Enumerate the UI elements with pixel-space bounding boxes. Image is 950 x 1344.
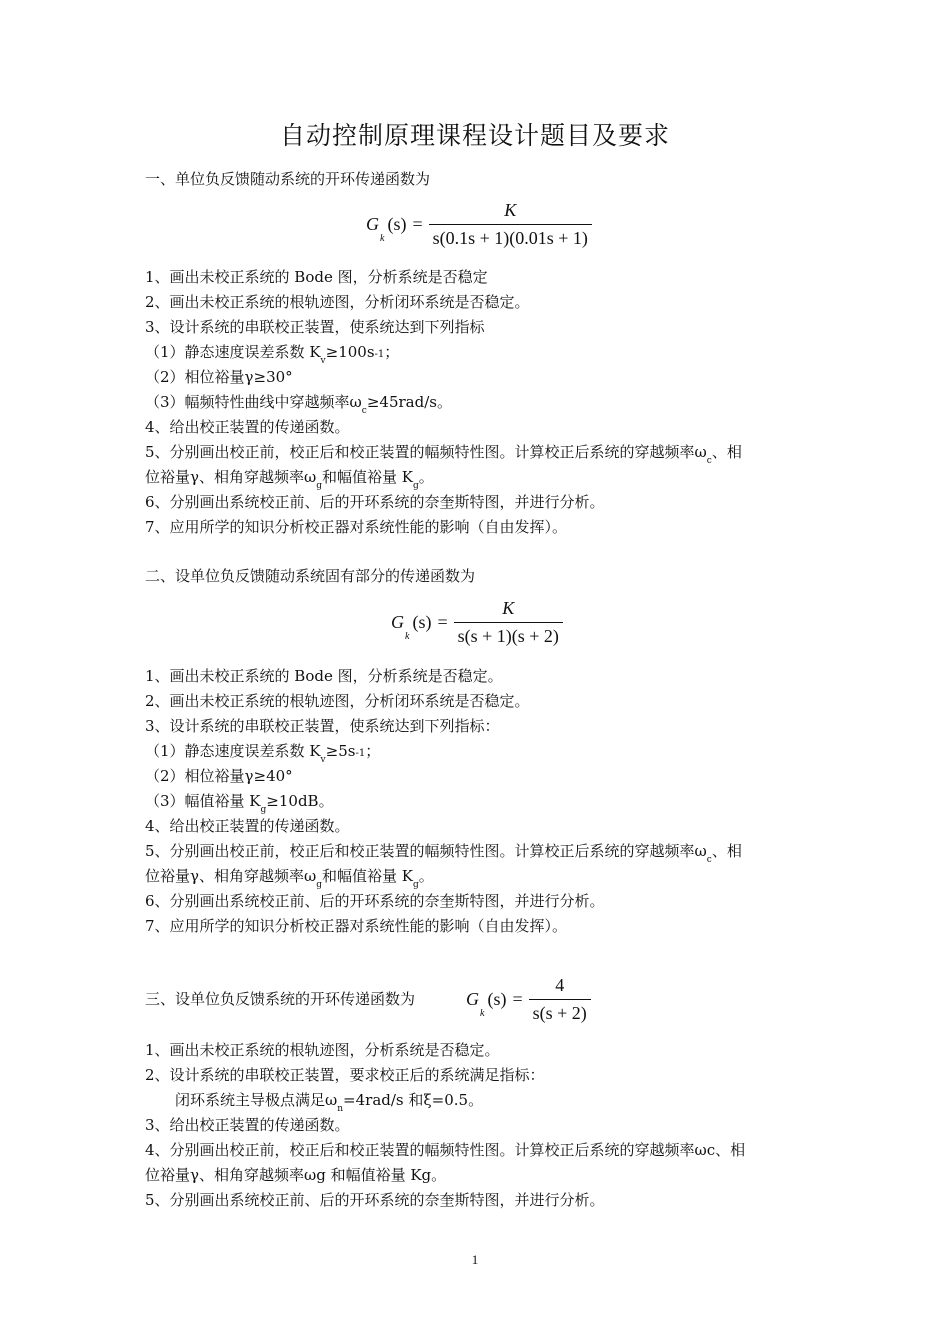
- formula-numerator: K: [502, 598, 515, 618]
- s3-item-1: 1、画出未校正系统的根轨迹图，分析系统是否稳定。: [145, 1041, 500, 1059]
- s3-item-5: 5、分别画出系统校正前、后的开环系统的奈奎斯特图，并进行分析。: [145, 1191, 605, 1209]
- s2-item-3: 3、设计系统的串联校正装置，使系统达到下列指标：: [145, 717, 500, 735]
- s3-item-4-line-2: 位裕量γ、相角穿越频率ωg 和幅值裕量 Kg。: [145, 1166, 447, 1184]
- s1-item-3: 3、设计系统的串联校正装置，使系统达到下列指标: [145, 318, 485, 336]
- s3-spec: 闭环系统主导极点满足$\omega_n=4rad/s$ 和ξ=0.5。: [175, 1091, 484, 1114]
- s2-item-5-line-2: 位裕量γ、相角穿越频率$\omega_g$和幅值裕量 $K_g$。: [145, 867, 434, 890]
- s1-item-1: 1、画出未校正系统的 Bode 图，分析系统是否稳定: [145, 268, 488, 286]
- formula-lhs: G k (s): [466, 989, 507, 1019]
- s1-spec-3: （3）幅频特性曲线中穿越频率$\omega_c\ge 45rad/s$。: [145, 393, 452, 416]
- s1-item-5-line-2: 位裕量γ、相角穿越频率$\omega_g$和幅值裕量 $K_g$。: [145, 468, 434, 491]
- s1-item-5-line-1: 5、分别画出校正前，校正后和校正装置的幅频特性图。计算校正后系统的穿越频率$\omega_c$、相: [145, 443, 742, 466]
- s2-item-6: 6、分别画出系统校正前、后的开环系统的奈奎斯特图，并进行分析。: [145, 892, 605, 910]
- s2-spec-1: （1）静态速度误差系数 $K_v\ge 5s-1$；: [145, 742, 381, 765]
- s2-item-1: 1、画出未校正系统的 Bode 图，分析系统是否稳定。: [145, 667, 503, 685]
- section-3-formula: G k (s) = $\frac{4}{s(s + 2)}$: [466, 975, 591, 1024]
- s3-item-2: 2、设计系统的串联校正装置，要求校正后的系统满足指标：: [145, 1066, 545, 1084]
- s1-spec-2: （2）相位裕量γ≥30°: [145, 368, 293, 386]
- s2-item-2: 2、画出未校正系统的根轨迹图，分析闭环系统是否稳定。: [145, 692, 530, 710]
- section-3-heading: 三、设单位负反馈系统的开环传递函数为: [145, 990, 416, 1008]
- s1-spec-1: （1）静态速度误差系数 $K_v\ge 100s-1$；: [145, 343, 400, 366]
- s1-item-4: 4、给出校正装置的传递函数。: [145, 418, 350, 436]
- section-2-heading: 二、设单位负反馈随动系统固有部分的传递函数为: [145, 567, 476, 585]
- formula-lhs: G k (s): [391, 612, 432, 642]
- s2-spec-2: （2）相位裕量γ≥40°: [145, 767, 293, 785]
- formula-denominator: s(s + 1)(s + 2): [454, 622, 563, 647]
- s2-item-4: 4、给出校正装置的传递函数。: [145, 817, 350, 835]
- s1-item-6: 6、分别画出系统校正前、后的开环系统的奈奎斯特图，并进行分析。: [145, 493, 605, 511]
- formula-lhs: G k (s): [366, 214, 407, 244]
- formula-denominator: s(0.1s + 1)(0.01s + 1): [429, 224, 592, 249]
- formula-denominator: s(s + 2): [529, 999, 591, 1024]
- page-number: 1: [471, 1252, 479, 1267]
- s1-item-2: 2、画出未校正系统的根轨迹图，分析闭环系统是否稳定。: [145, 293, 530, 311]
- s3-item-3: 3、给出校正装置的传递函数。: [145, 1116, 350, 1134]
- s2-item-5-line-1: 5、分别画出校正前，校正后和校正装置的幅频特性图。计算校正后系统的穿越频率$\omega_c$、相: [145, 842, 742, 865]
- page-title: 自动控制原理课程设计题目及要求: [279, 121, 670, 150]
- s2-item-7: 7、应用所学的知识分析校正器对系统性能的影响（自由发挥）。: [145, 917, 568, 935]
- formula-fraction: [429, 200, 592, 249]
- formula-fraction: [454, 598, 563, 647]
- formula-numerator: K: [504, 200, 517, 220]
- formula-fraction: [529, 975, 591, 1024]
- section-1-heading: 一、单位负反馈随动系统的开环传递函数为: [145, 170, 431, 188]
- s1-item-7: 7、应用所学的知识分析校正器对系统性能的影响（自由发挥）。: [145, 518, 568, 536]
- section-1-formula: G k (s) = $\frac{K}{s(0.1s + 1)(0.01s + 1)}$: [366, 200, 592, 249]
- s3-item-4-line-1: 4、分别画出校正前，校正后和校正装置的幅频特性图。计算校正后系统的穿越频率ωc、相: [145, 1141, 746, 1159]
- s2-spec-3: （3）幅值裕量 $K_g\ge 10dB$。: [145, 792, 334, 815]
- section-2-formula: G k (s) = $\frac{K}{s(s + 1)(s + 2)}$: [391, 598, 563, 647]
- formula-numerator: 4: [555, 975, 565, 995]
